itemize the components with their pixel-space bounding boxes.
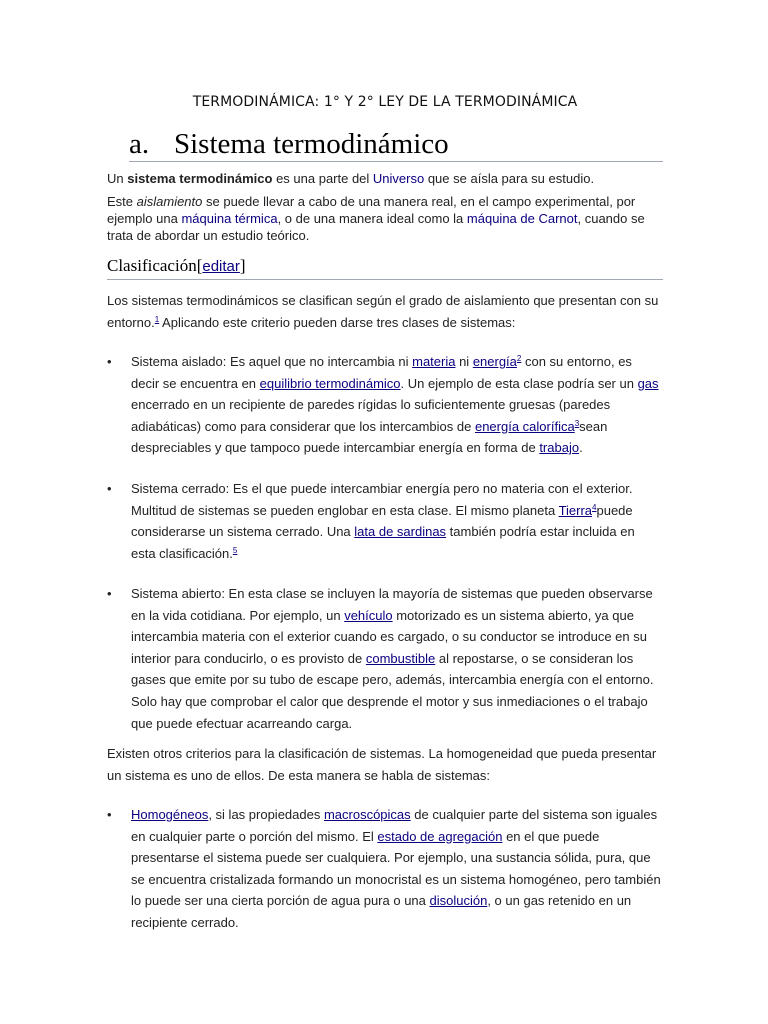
list-item-sistema-aislado: • Sistema aislado: Es aquel que no intercambia ni materia ni energía$^2$ con su entorno, es decir se encuentra en equilibrio termodinámico. Un ejemplo de esta clase podría ser un gas encerrado en un recipiente de paredes rígidas lo suficientemente gruesas (paredes adiabáticas) como para considerar que los intercambios de energía calorífica$^3$sean despreciables y que tampoco puede intercambiar energía en forma de trabajo. (107, 351, 663, 459)
link-macroscopicas[interactable]: macroscópicas (323, 807, 411, 822)
subheading-rule (107, 279, 663, 280)
ref-4[interactable]: 4 (592, 502, 597, 512)
link-disolucion[interactable]: disolución (429, 893, 488, 909)
bullet-dot: • (107, 807, 112, 822)
link-gas[interactable]: gas (637, 375, 659, 391)
section-heading (129, 128, 663, 162)
ref-1[interactable]: 1 (154, 314, 160, 324)
bullet-dot: • (107, 586, 112, 601)
link-vehiculo[interactable]: vehículo (344, 607, 393, 623)
intro-paragraph-1: Un sistema termodinámico es una parte del Universo que se aísla para su estudio. (107, 171, 595, 186)
link-estado-de-agregacion[interactable]: estado de agregación (377, 828, 503, 844)
subsection-heading-text: Clasificación (107, 256, 197, 275)
ref-5[interactable]: 5 (232, 545, 238, 555)
link-energia-calorifica[interactable]: energía calorífica (474, 418, 575, 434)
link-lata-de-sardinas[interactable]: lata de sardinas (354, 524, 447, 540)
link-trabajo[interactable]: trabajo (539, 440, 580, 456)
link-universo[interactable]: Universo (372, 171, 425, 186)
heading-rule (129, 161, 663, 162)
ref-3[interactable]: 3 (574, 418, 580, 428)
link-maquina-termica[interactable]: máquina térmica (181, 211, 278, 226)
list-item-sistema-cerrado: • Sistema cerrado: Es el que puede intercambiar energía pero no materia con el exterior. Multitud de sistemas se pueden englobar en esta clase. El mismo planeta Tierra$^4$puede considerarse un sistema cerrado. Una lata de sardinas también podría estar incluida en esta clasificación.$^5$ (107, 478, 663, 564)
link-energia[interactable]: energía (472, 354, 517, 369)
section-number: a. (129, 128, 150, 160)
ref-2[interactable]: 2 (516, 354, 522, 363)
section-heading-text: Sistema termodinámico (174, 128, 449, 160)
link-tierra[interactable]: Tierra (558, 502, 593, 518)
edit-link[interactable]: editar (202, 258, 240, 275)
intro-paragraph-2: Este aislamiento se puede llevar a cabo de una manera real, en el campo experimental, por ejemplo una máquina térmica, o de una manera ideal como la máquina de Carnot, cuando se trata de abordar un estudio teórico. (107, 194, 645, 243)
link-homogeneos[interactable]: Homogéneos (131, 807, 209, 822)
link-combustible[interactable]: combustible (365, 650, 436, 666)
bullet-dot: • (107, 481, 112, 496)
list-item-sistema-abierto: • Sistema abierto: En esta clase se incluyen la mayoría de sistemas que pueden observarse en la vida cotidiana. Por ejemplo, un vehículo motorizado es un sistema abierto, ya que intercambia materia con el exterior cuando es cargado, o su conductor se introduce en su interior para conducirlo, o es provisto de combustible al repostarse, o se consideran los gases que emite por su tubo de escape pero, además, intercambia energía con el entorno. Solo hay que comprobar el calor que desprende el motor y sus inmediaciones o el trabajo que puede efectuar acarreando carga. (107, 583, 663, 734)
link-maquina-carnot[interactable]: máquina de Carnot (466, 211, 578, 226)
clasificacion-paragraph: Los sistemas termodinámicos se clasifican según el grado de aislamiento que presentan con su entorno.$^1$ Aplicando este criterio pueden darse tres clases de sistemas: (107, 293, 659, 330)
link-equilibrio-termodinamico[interactable]: equilibrio termodinámico (259, 375, 401, 391)
bold-term: sistema termodinámico (127, 171, 273, 186)
list-item-homogeneos: • Homogéneos, si las propiedades macroscópicas de cualquier parte del sistema son iguales en cualquier parte o porción del mismo. El estado de agregación en el que puede presentarse el sistema puede ser cualquiera. Por ejemplo, una sustancia sólida, pura, que se encuentra cristalizada formando un monocristal es un sistema homogéneo, pero también lo puede ser una cierta porción de agua pura o una disolución, o un gas retenido en un recipiente cerrado. (107, 804, 663, 934)
subsection-heading: Clasificación[editar] (107, 256, 246, 275)
otros-criterios-paragraph: Existen otros criterios para la clasificación de sistemas. La homogeneidad que pueda presentar un sistema es uno de ellos. De esta manera se habla de sistemas: (107, 746, 657, 783)
bullet-dot: • (107, 354, 112, 369)
document-title: TERMODINÁMICA: 1° Y 2° LEY DE LA TERMODINÁMICA (192, 94, 578, 110)
italic-term: aislamiento (136, 194, 203, 209)
link-materia[interactable]: materia (412, 354, 456, 369)
